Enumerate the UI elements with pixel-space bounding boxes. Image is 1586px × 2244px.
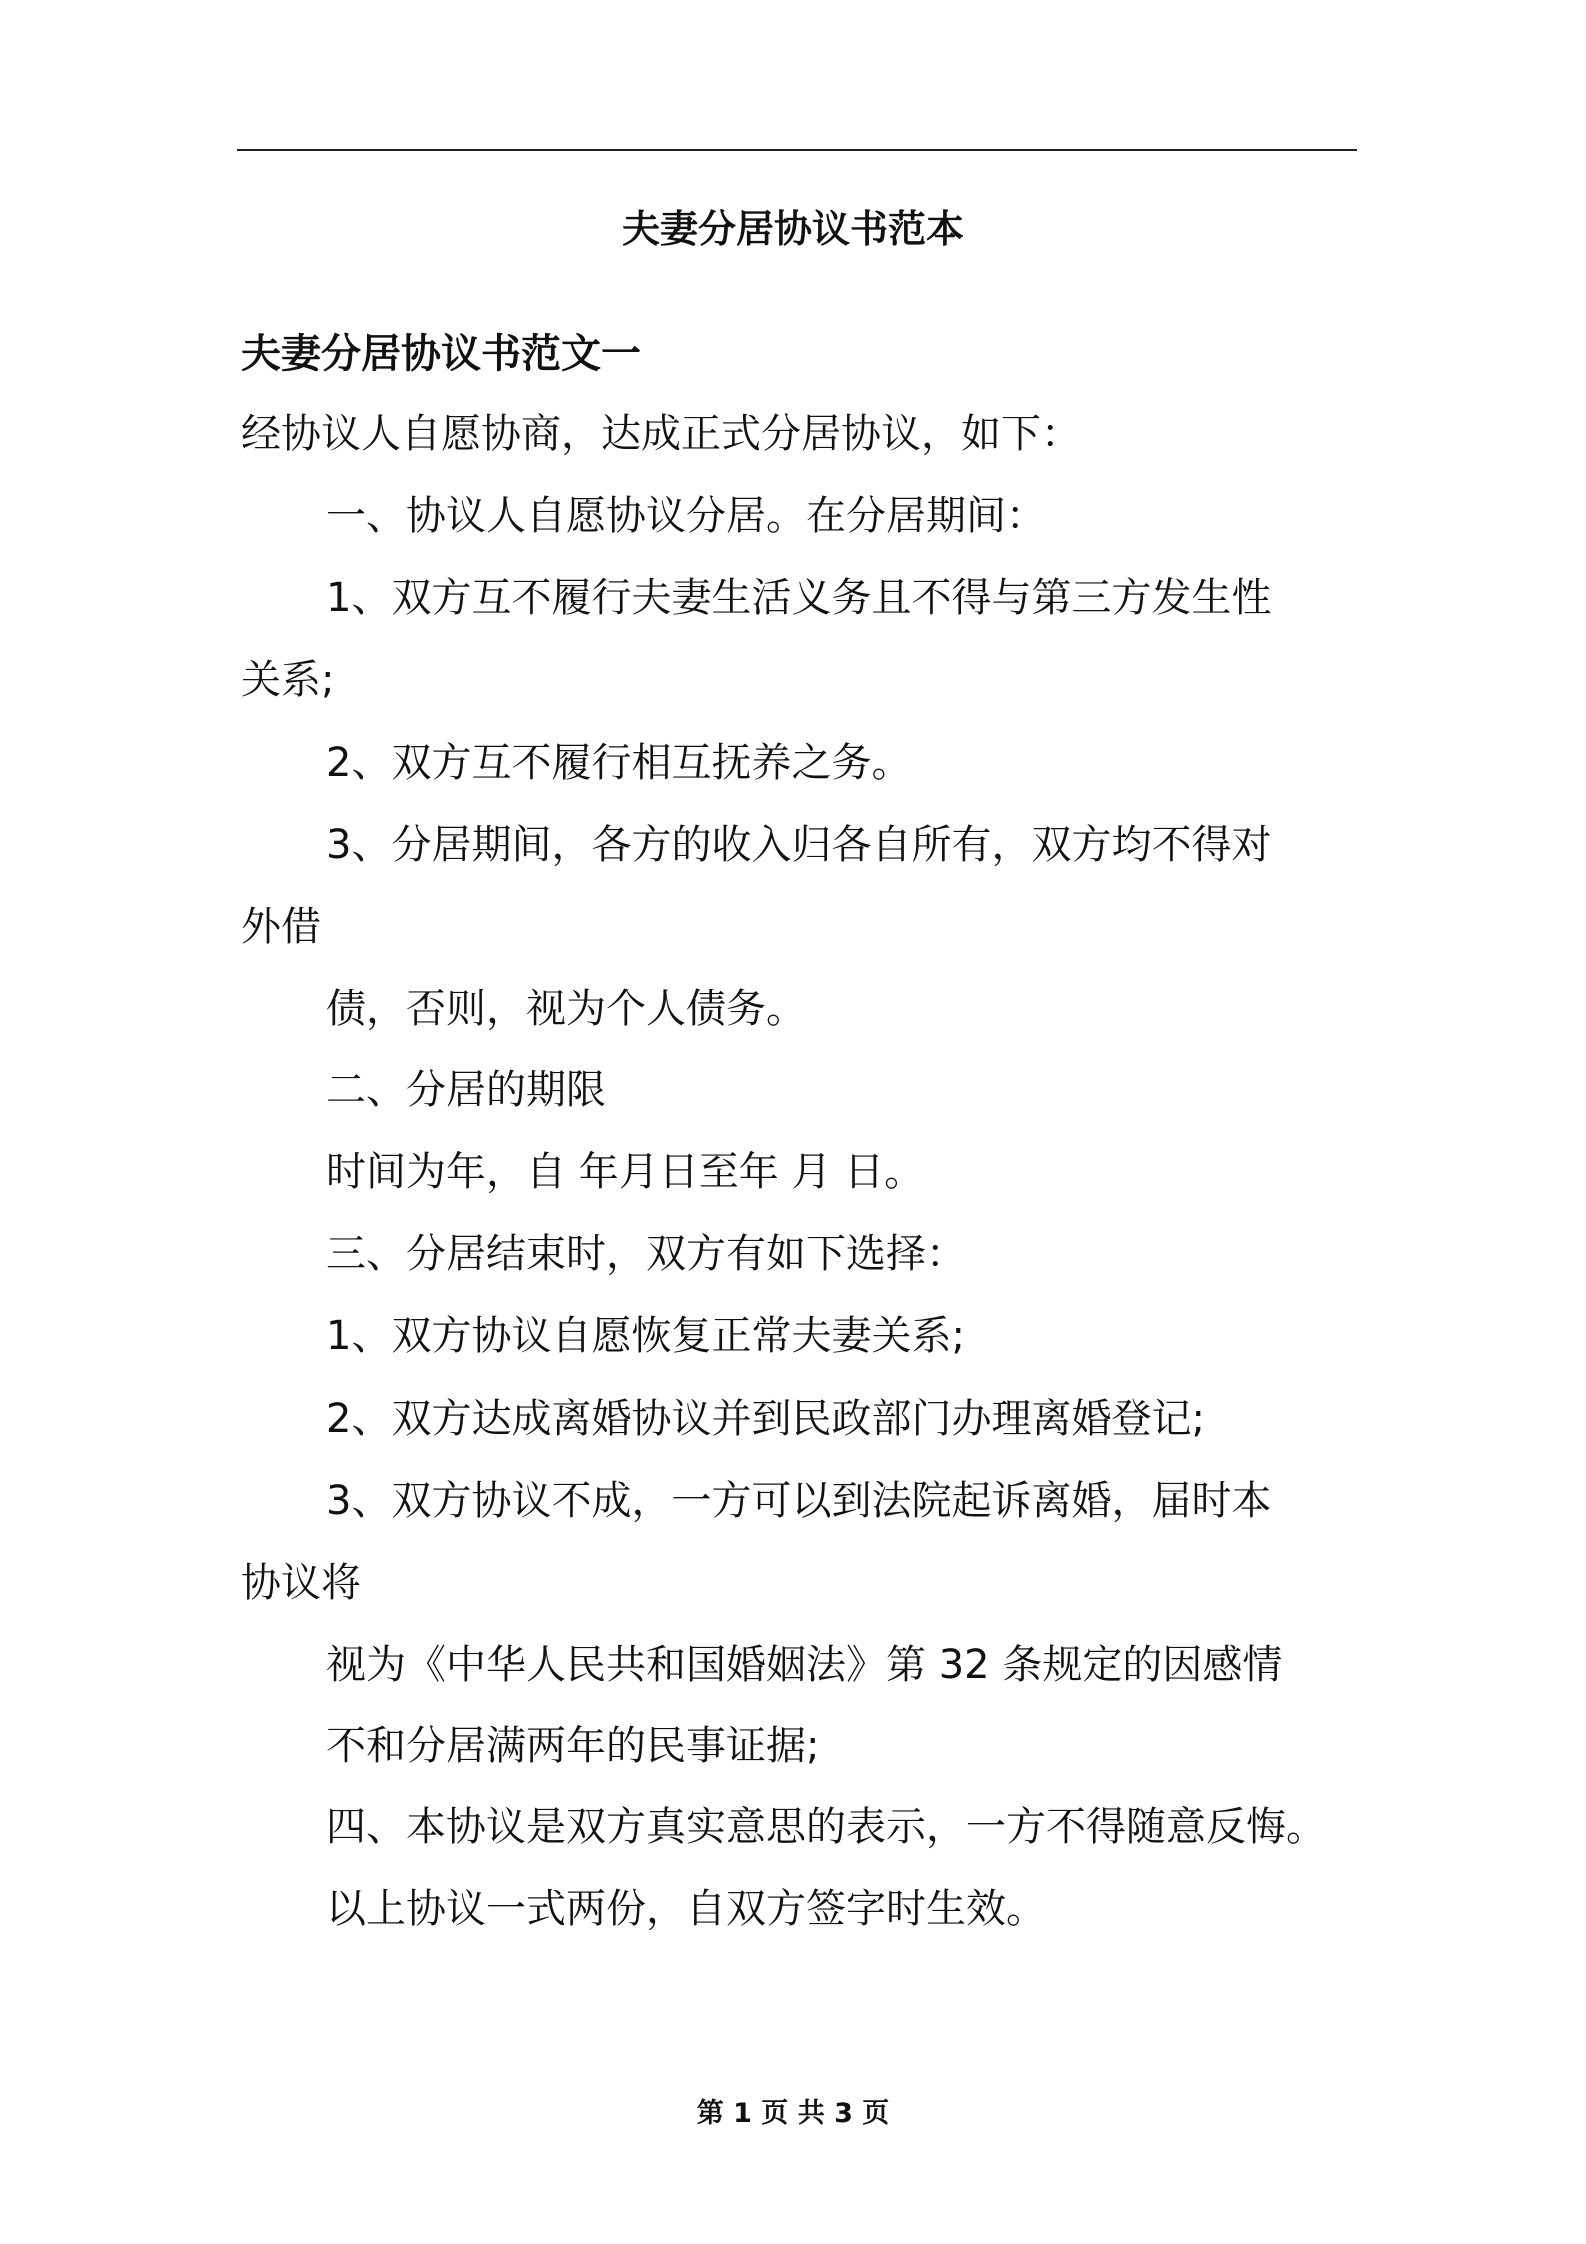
paragraph-line: 2、双方互不履行相互抚养之务。	[326, 740, 912, 786]
paragraph-line: 时间为年，自 年月日至年 月 日。	[326, 1149, 925, 1195]
paragraph-line: 视为《中华人民共和国婚姻法》第 32 条规定的因感情	[326, 1642, 1283, 1688]
header-divider	[237, 149, 1357, 151]
paragraph-line: 二、分居的期限	[326, 1067, 606, 1113]
paragraph-line: 3、双方协议不成，一方可以到法院起诉离婚，届时本	[326, 1478, 1272, 1524]
document-title: 夫妻分居协议书范本	[621, 207, 964, 251]
paragraph-line: 债，否则，视为个人债务。	[326, 986, 806, 1032]
paragraph-line: 四、本协议是双方真实意思的表示，一方不得随意反悔。	[326, 1804, 1326, 1850]
paragraph-line: 2、双方达成离婚协议并到民政部门办理离婚登记;	[326, 1396, 1205, 1442]
paragraph-line: 关系;	[241, 657, 335, 703]
section-heading: 夫妻分居协议书范文一	[241, 331, 641, 377]
paragraph-line: 三、分居结束时，双方有如下选择：	[326, 1231, 966, 1277]
paragraph-line: 外借	[241, 904, 321, 950]
paragraph-line: 经协议人自愿协商，达成正式分居协议，如下：	[241, 411, 1081, 457]
paragraph-line: 一、协议人自愿协议分居。在分居期间：	[326, 493, 1046, 539]
page-number-footer: 第 1 页 共 3 页	[696, 2098, 890, 2129]
paragraph-line: 1、双方互不履行夫妻生活义务且不得与第三方发生性	[326, 575, 1272, 621]
paragraph-line: 不和分居满两年的民事证据;	[326, 1723, 820, 1769]
paragraph-line: 以上协议一式两份，自双方签字时生效。	[326, 1886, 1046, 1932]
paragraph-line: 3、分居期间，各方的收入归各自所有，双方均不得对	[326, 822, 1272, 868]
paragraph-line: 协议将	[241, 1560, 361, 1606]
paragraph-line: 1、双方协议自愿恢复正常夫妻关系;	[326, 1313, 965, 1359]
